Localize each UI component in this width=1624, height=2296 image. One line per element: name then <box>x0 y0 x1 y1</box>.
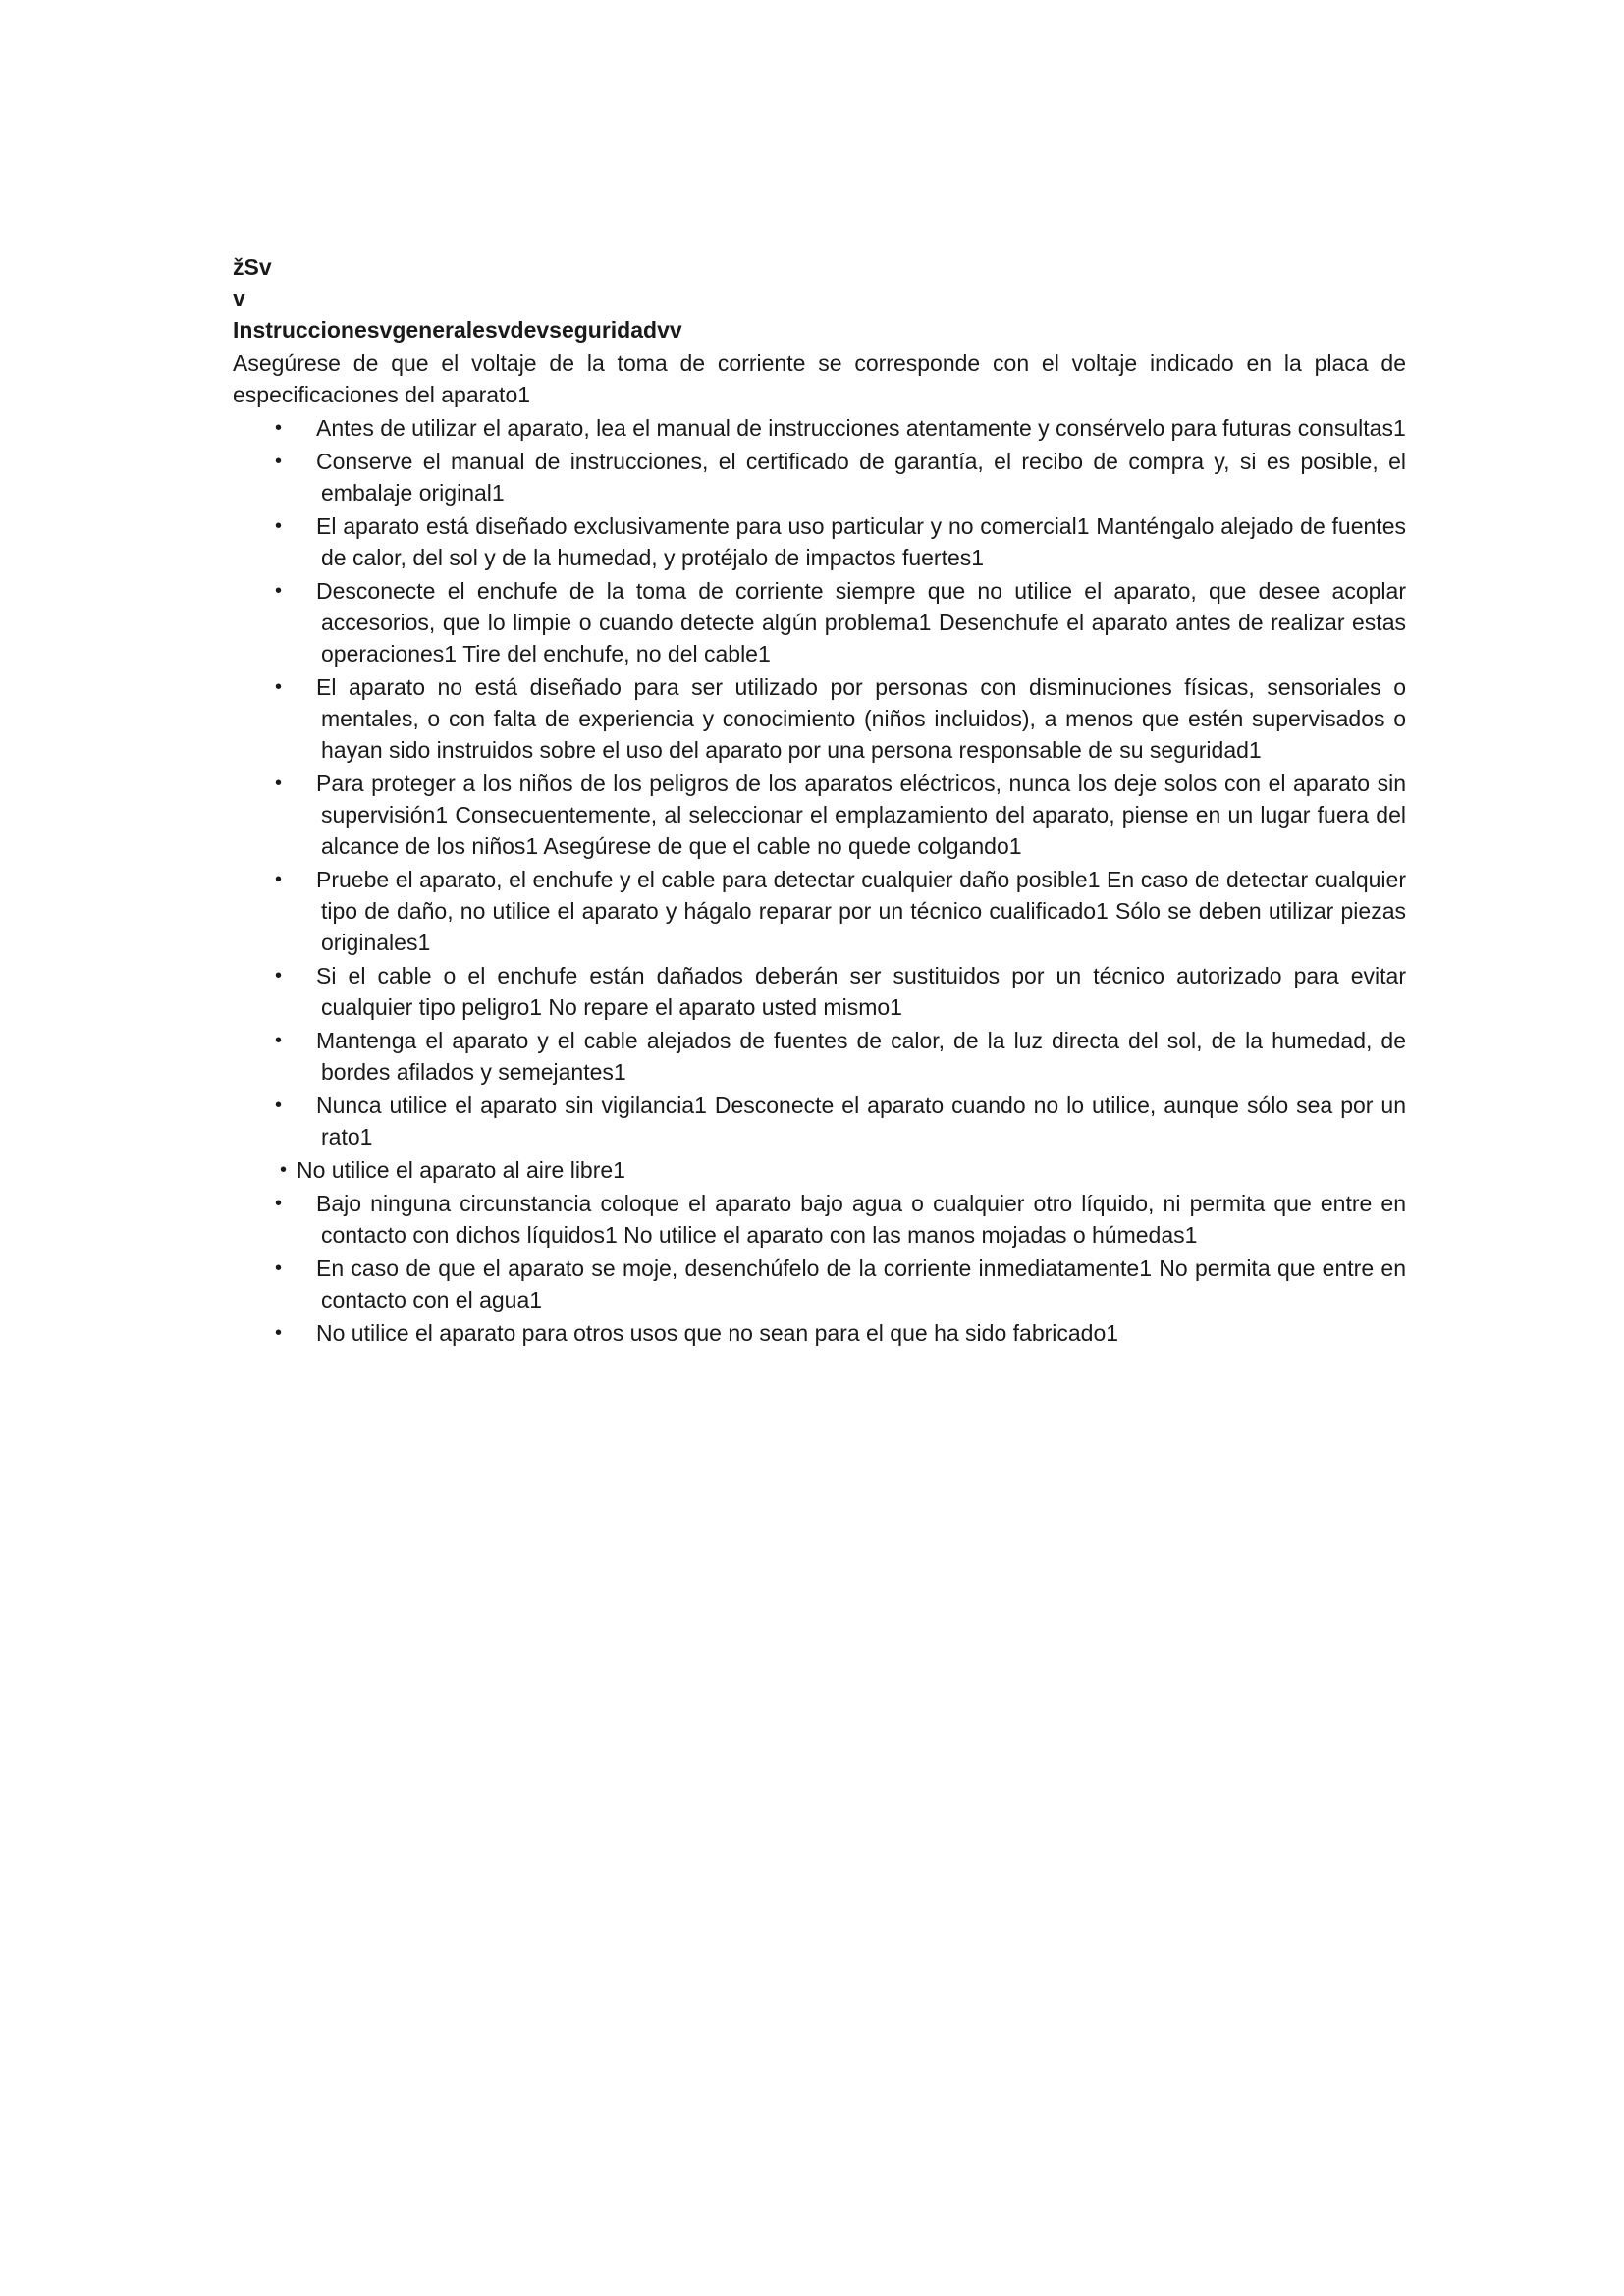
list-item-text: No utilice el aparato para otros usos que no sean para el que ha sido fabricado1 <box>316 1320 1119 1346</box>
bullet-icon: • <box>275 676 283 698</box>
list-item <box>233 412 1406 444</box>
list-item <box>233 864 1406 958</box>
list-item <box>233 510 1406 573</box>
heading-line-1: žSv <box>233 254 272 280</box>
bullet-icon: • <box>275 451 283 472</box>
bullet-icon: • <box>275 1193 283 1214</box>
heading-line-2: v <box>233 286 245 311</box>
list-item <box>233 1317 1406 1349</box>
list-item <box>233 575 1406 669</box>
list-item <box>233 960 1406 1023</box>
bullet-icon: • <box>275 1030 283 1051</box>
list-item-text: En caso de que el aparato se moje, desenchúfelo de la corriente inmediatamente1 No permita que entre en contacto con el agua1 <box>316 1255 1406 1312</box>
list-item-text: Mantenga el aparato y el cable alejados de fuentes de calor, de la luz directa del sol, de la humedad, de bordes afilados y semejantes1 <box>316 1028 1406 1085</box>
list-item-text: El aparato no está diseñado para ser utilizado por personas con disminuciones físicas, sensoriales o mentales, o con falta de experiencia y conocimiento (niños incluidos), a menos que estén supervisados o hayan sido instruidos sobre el uso del aparato por una persona responsable de su seguridad1 <box>316 674 1406 763</box>
safety-instructions-list <box>233 412 1406 1349</box>
bullet-icon: • <box>275 1095 283 1116</box>
bullet-icon: • <box>275 965 283 987</box>
list-item <box>233 1253 1406 1315</box>
list-item-text: Para proteger a los niños de los peligros de los aparatos eléctricos, nunca los deje solos con el aparato sin supervisión1 Consecuentemente, al seleccionar el emplazamiento del aparato, piense en un lugar fuera del alcance de los niños1 Asegúrese de que el cable no quede colgando1 <box>316 771 1406 859</box>
document-page <box>233 251 1406 1351</box>
list-item <box>233 1188 1406 1251</box>
list-item-text: Nunca utilice el aparato sin vigilancia1 Desconecte el aparato cuando no lo utilice, aunque sólo sea por un rato1 <box>316 1093 1406 1149</box>
bullet-icon: • <box>275 1322 283 1344</box>
bullet-icon: • <box>275 869 283 890</box>
section-title: Instruccionesvgeneralesvdevseguridadvv <box>233 317 682 343</box>
list-item-text: El aparato está diseñado exclusivamente para uso particular y no comercial1 Manténgalo alejado de fuentes de calor, del sol y de la humedad, y protéjalo de impactos fuertes1 <box>316 513 1406 570</box>
list-item-text: Pruebe el aparato, el enchufe y el cable para detectar cualquier daño posible1 En caso de detectar cualquier tipo de daño, no utilice el aparato y hágalo reparar por un técnico cualificado1 Sólo se deben utilizar piezas originales1 <box>316 867 1406 955</box>
list-item <box>233 1154 1406 1186</box>
bullet-icon: • <box>275 580 283 602</box>
list-item-text: Desconecte el enchufe de la toma de corriente siempre que no utilice el aparato, que desee acoplar accesorios, que lo limpie o cuando detecte algún problema1 Desenchufe el aparato antes de realizar estas operaciones1 Tire del enchufe, no del cable1 <box>316 578 1406 667</box>
bullet-icon: • <box>275 417 283 439</box>
bullet-icon: • <box>275 515 283 537</box>
bullet-icon: • <box>275 1257 283 1279</box>
list-item-text: Conserve el manual de instrucciones, el certificado de garantía, el recibo de compra y, si es posible, el embalaje original1 <box>316 449 1406 506</box>
list-item <box>233 1025 1406 1088</box>
list-item-text: No utilice el aparato al aire libre1 <box>297 1157 625 1183</box>
list-item-text: Si el cable o el enchufe están dañados deberán ser sustituidos por un técnico autorizado para evitar cualquier tipo peligro1 No repare el aparato usted mismo1 <box>316 963 1406 1020</box>
list-item <box>233 671 1406 766</box>
bullet-icon: • <box>280 1159 288 1181</box>
list-item-text: Bajo ninguna circunstancia coloque el aparato bajo agua o cualquier otro líquido, ni permita que entre en contacto con dichos líquidos1 No utilice el aparato con las manos mojadas o húmedas1 <box>316 1191 1406 1248</box>
list-item <box>233 446 1406 508</box>
list-item <box>233 1090 1406 1152</box>
intro-paragraph: Asegúrese de que el voltaje de la toma de corriente se corresponde con el voltaje indicado en la placa de especificaciones del aparato1 <box>233 350 1406 407</box>
list-item-text: Antes de utilizar el aparato, lea el manual de instrucciones atentamente y consérvelo para futuras consultas1 <box>316 415 1406 441</box>
bullet-icon: • <box>275 773 283 794</box>
list-item <box>233 768 1406 862</box>
